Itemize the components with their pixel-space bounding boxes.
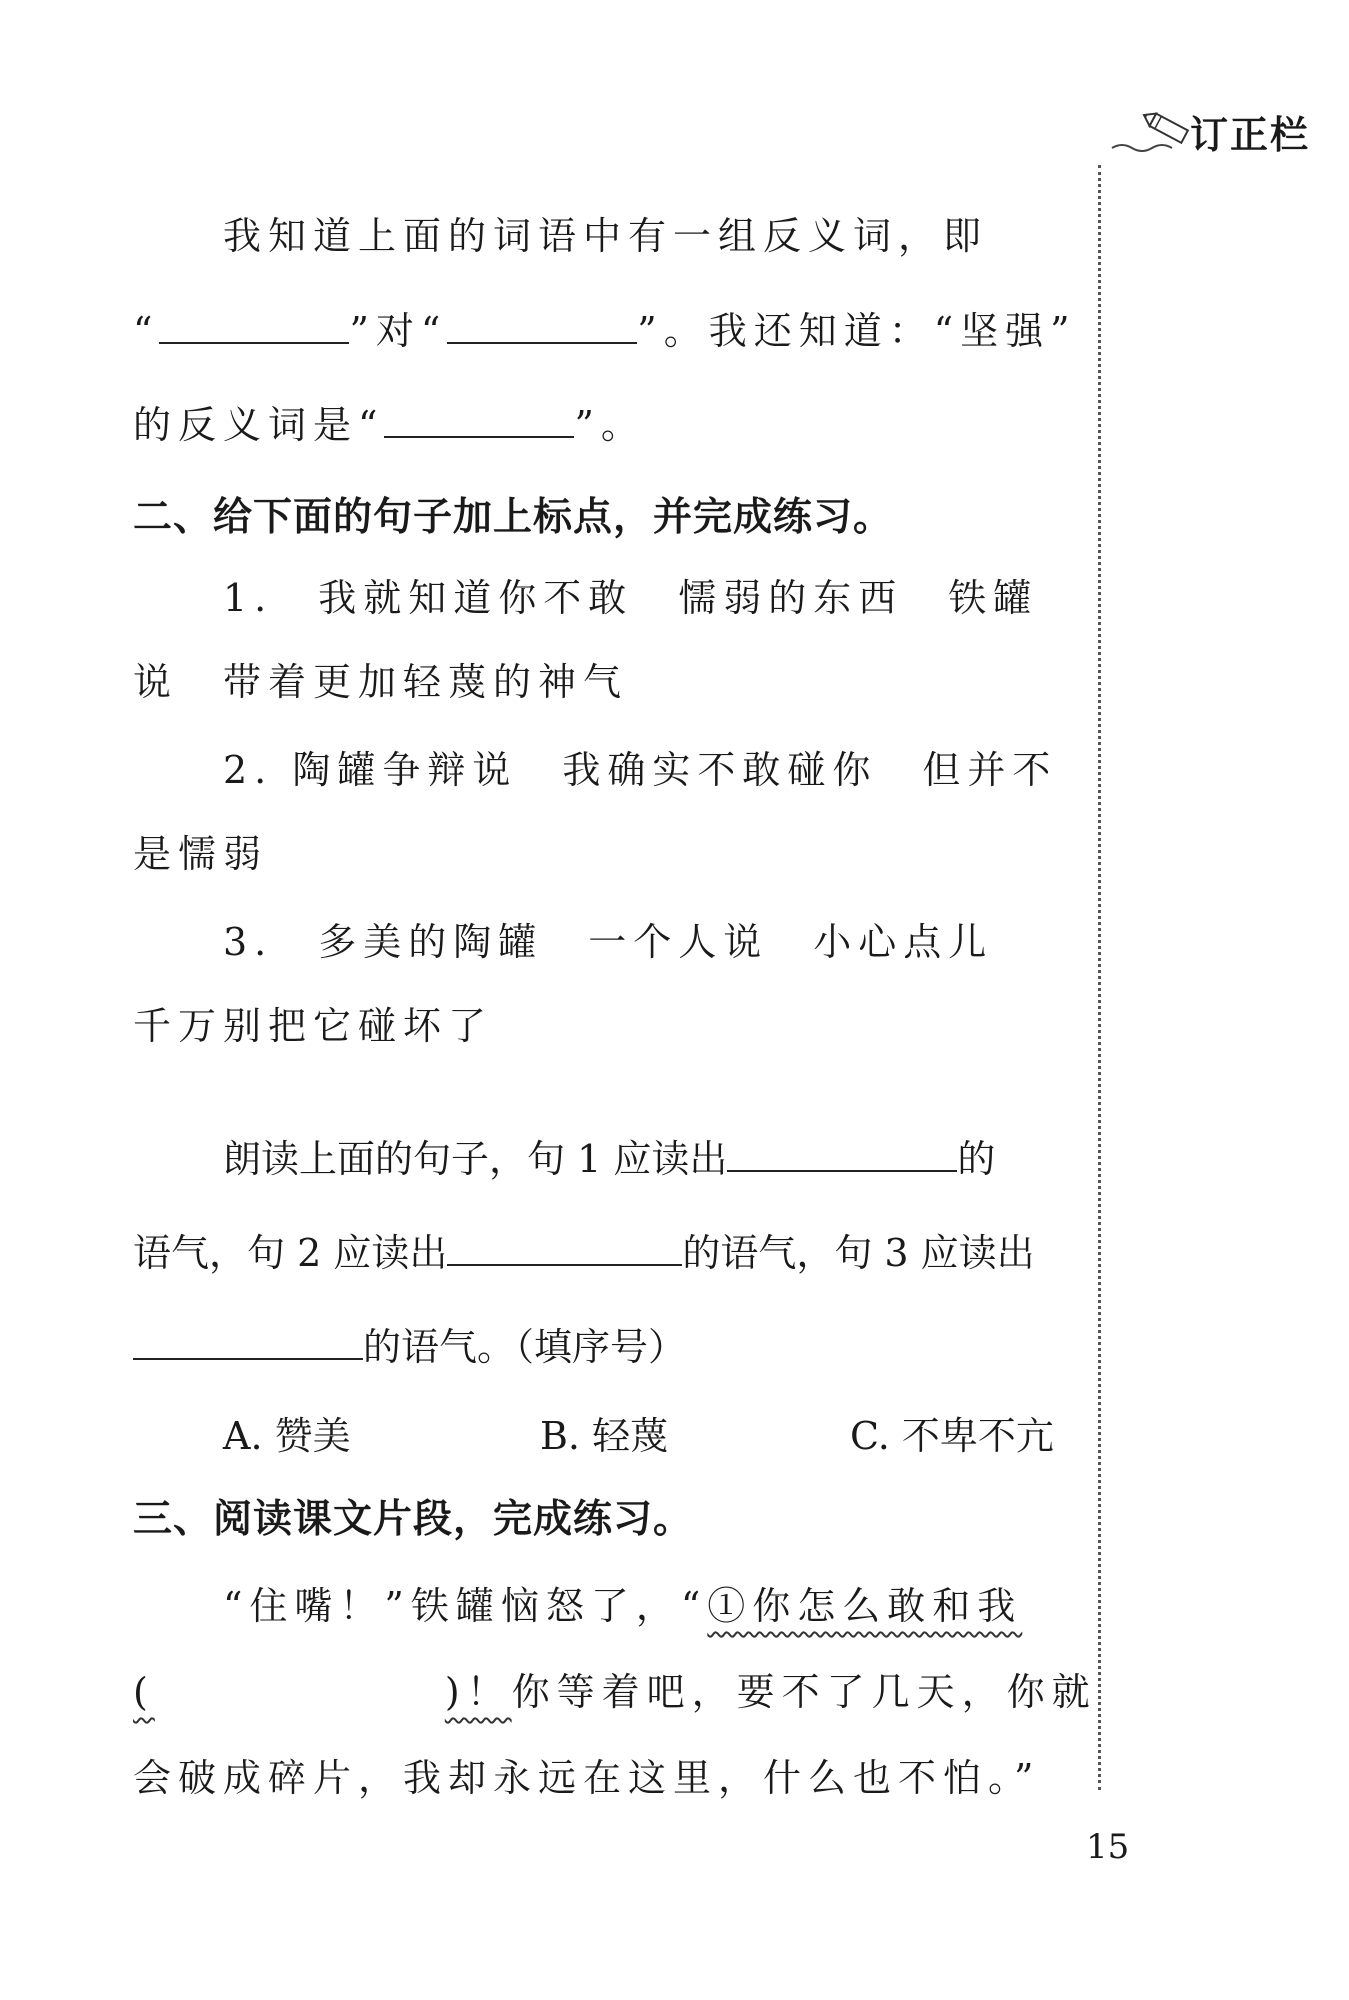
correction-column-divider (1098, 165, 1101, 1790)
tone-blank-2[interactable] (447, 1224, 682, 1266)
tone-blank-1[interactable] (727, 1130, 957, 1172)
antonym-blank-2[interactable] (447, 302, 637, 344)
correction-column-label: 订正栏 (1190, 113, 1311, 157)
antonym-blank-1[interactable] (159, 302, 349, 344)
reading-question-line-1: 朗读上面的句子，句 1 应读出 的 (223, 1130, 1088, 1187)
sentence-1-line-2: 说 带着更加轻蔑的神气 (133, 660, 629, 704)
option-c: C. 不卑不亢 (850, 1414, 1054, 1458)
pencil-icon (1110, 104, 1200, 158)
sentence-2-line-1: 2. 陶罐争辩说 我确实不敢碰你 但并不 (223, 748, 1058, 792)
sentence-3-line-1: 3. 多美的陶罐 一个人说 小心点儿 (223, 920, 994, 964)
reading-question-line-2: 语气，句 2 应读出 的语气，句 3 应读出 (133, 1224, 1088, 1281)
antonym-blank-3[interactable] (384, 396, 574, 438)
reading-question-line-3: 的语气。（填序号） (133, 1318, 1088, 1375)
sentence-1-line-1: 1. 我就知道你不敢 懦弱的东西 铁罐 (223, 576, 1039, 620)
sentence-3-line-2: 千万别把它碰坏了 (133, 1004, 494, 1048)
passage-wavy-underline-2: ( )！ (133, 1670, 512, 1714)
page-number: 15 (1086, 1827, 1130, 1867)
intro-line-3: 的反义词是“ ”。 (133, 396, 1088, 453)
passage-line-3: 会破成碎片，我却永远在这里，什么也不怕。” (133, 1756, 1041, 1800)
sentence-2-line-2: 是懦弱 (133, 832, 269, 876)
intro-line-1: 我知道上面的词语中有一组反义词，即 (223, 214, 989, 258)
passage-wavy-underline-1: ①你怎么敢和我 (707, 1584, 1023, 1628)
section-3-heading: 三、阅读课文片段，完成练习。 (133, 1497, 694, 1542)
section-2-heading: 二、给下面的句子加上标点，并完成练习。 (133, 495, 894, 540)
passage-line-2: ( )！你等着吧，要不了几天，你就 (133, 1670, 1097, 1714)
tone-blank-3[interactable] (133, 1318, 363, 1360)
intro-line-2: “ ”对“ ”。我还知道：“坚强” (133, 302, 1088, 359)
option-a: A. 赞美 (223, 1414, 351, 1458)
passage-line-1: “住嘴！”铁罐恼怒了，“①你怎么敢和我 (223, 1584, 1023, 1628)
option-b: B. 轻蔑 (540, 1414, 669, 1458)
